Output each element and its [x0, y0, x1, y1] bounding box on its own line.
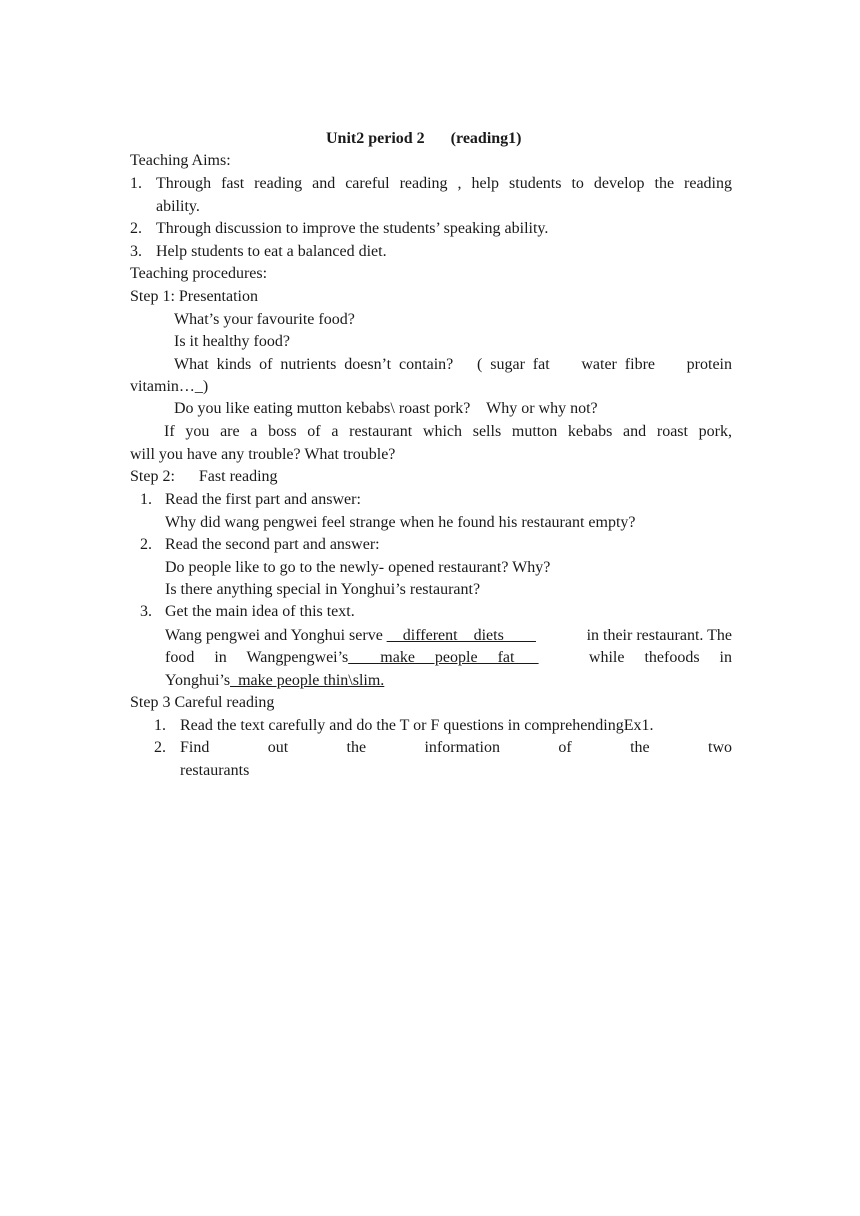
step1-question: What’s your favourite food? — [174, 311, 355, 328]
step2-question: Do people like to go to the newly- opened restaurant? Why? — [165, 559, 551, 576]
page-title — [326, 129, 521, 149]
main-idea-text: in their restaurant. The — [586, 627, 732, 644]
step1-question: vitamin…_) — [130, 378, 209, 395]
step3-number: 2. — [154, 739, 166, 756]
aim-number: 2. — [130, 220, 142, 237]
answer-blank: _make people thin\slim. — [230, 672, 385, 689]
step3-task: restaurants — [180, 762, 250, 779]
step3-number: 1. — [154, 717, 166, 734]
step2-number: 2. — [140, 536, 152, 553]
procedures-heading: Teaching procedures: — [130, 265, 268, 282]
aim-text: Help students to eat a balanced diet. — [156, 243, 387, 260]
step2-number: 3. — [140, 603, 152, 620]
main-idea-text: while thefoods in — [588, 649, 732, 666]
aim-text: Through discussion to improve the students’ speaking ability. — [156, 220, 549, 237]
answer-blank: ____make people fat_ — [348, 649, 523, 666]
answer-blank-tail: __ — [522, 649, 539, 666]
step2-heading: Step 2: Fast reading — [130, 468, 278, 485]
step1-question: Do you like eating mutton kebabs\ roast pork? Why or why not? — [174, 400, 598, 417]
answer-blank: __different diets_ — [386, 627, 512, 644]
answer-blank-tail: ___ — [511, 627, 536, 644]
step2-question: Is there anything special in Yonghui’s restaurant? — [165, 581, 481, 598]
step1-question: What kinds of nutrients doesn’t contain? ( sugar fat water fibre protein — [174, 356, 732, 373]
step1-question: will you have any trouble? What trouble? — [130, 446, 396, 463]
title-sub: (reading1) — [450, 130, 522, 147]
main-idea-text: Wang pengwei and Yonghui serve — [165, 627, 387, 644]
main-idea-line — [165, 648, 732, 668]
aims-heading: Teaching Aims: — [130, 152, 231, 169]
step1-question: If you are a boss of a restaurant which sells mutton kebabs and roast pork, — [164, 423, 732, 440]
main-idea-line — [165, 671, 384, 691]
step2-task: Read the second part and answer: — [165, 536, 380, 553]
step3-task: Find out the information of the two — [180, 739, 732, 756]
step2-task: Get the main idea of this text. — [165, 603, 355, 620]
step3-task: Read the text carefully and do the T or F questions in comprehendingEx1. — [180, 717, 654, 734]
step2-number: 1. — [140, 491, 152, 508]
step1-question: Is it healthy food? — [174, 333, 290, 350]
main-idea-text: Yonghui’s — [165, 672, 231, 689]
aim-number: 3. — [130, 243, 142, 260]
aim-text: ability. — [156, 198, 200, 215]
step2-task: Read the first part and answer: — [165, 491, 361, 508]
aim-number: 1. — [130, 175, 142, 192]
step2-question: Why did wang pengwei feel strange when he found his restaurant empty? — [165, 514, 636, 531]
aim-text: Through fast reading and careful reading , help students to develop the reading — [156, 175, 732, 192]
title-main: Unit2 period 2 — [326, 130, 425, 147]
step1-heading: Step 1: Presentation — [130, 288, 258, 305]
main-idea-line — [165, 626, 732, 646]
step3-heading: Step 3 Careful reading — [130, 694, 275, 711]
main-idea-text: food in Wangpengwei’s — [165, 649, 349, 666]
